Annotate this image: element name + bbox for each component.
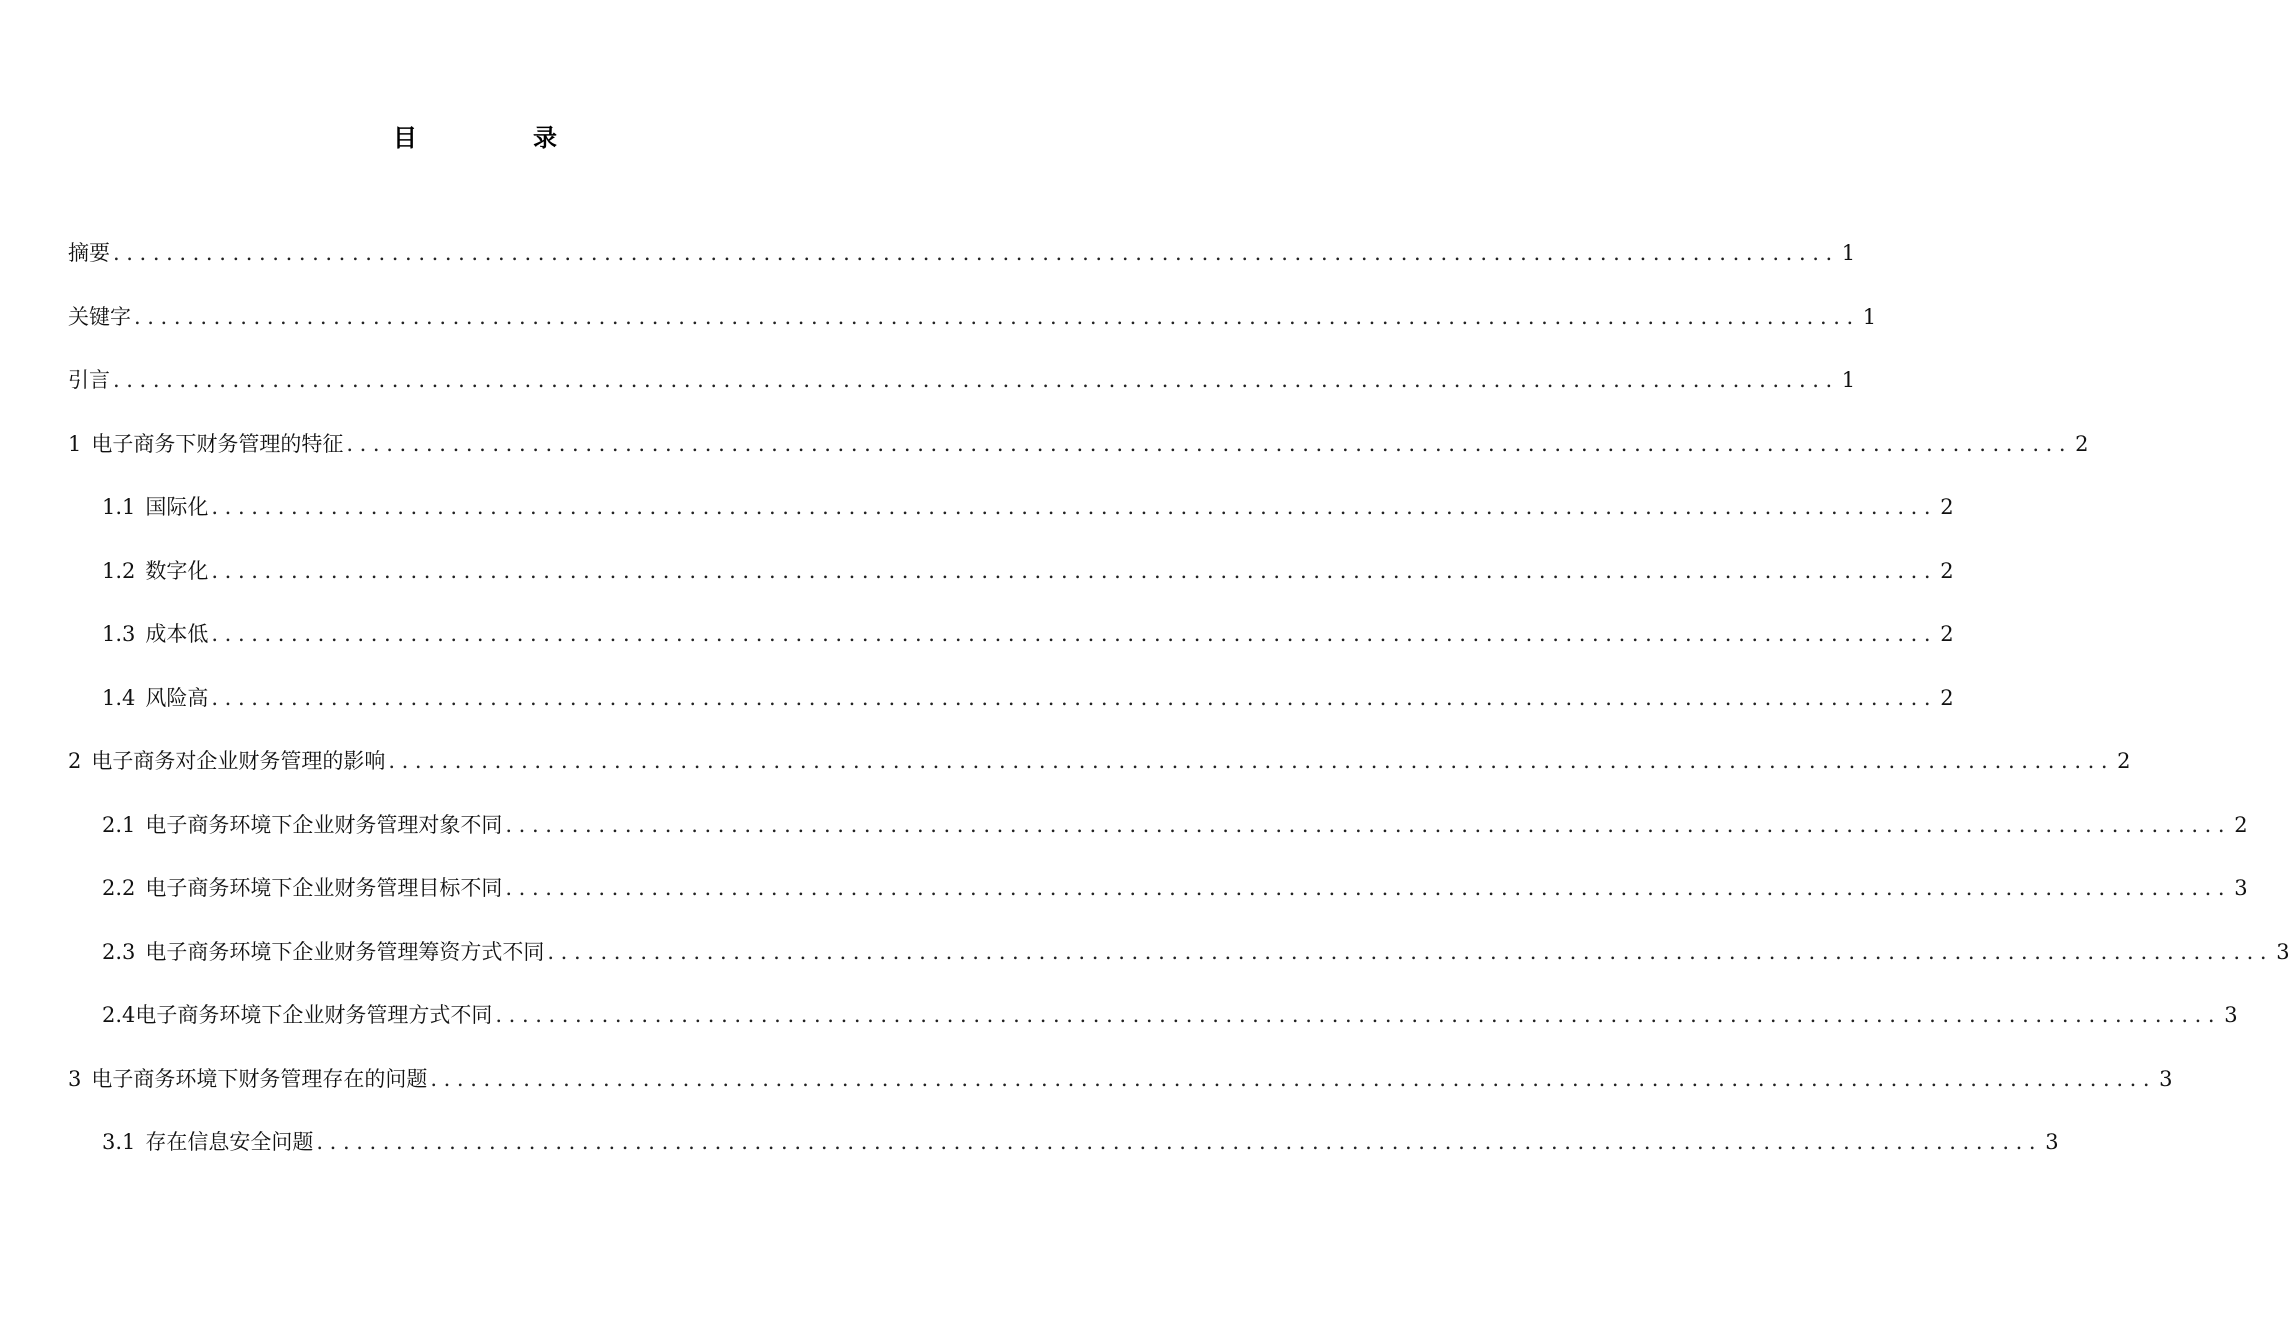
toc-entry[interactable] (0, 614, 1954, 678)
toc-entry-label: 电子商务下财务管理的特征 (91, 431, 344, 456)
toc-entry-page-number: 2 (1940, 622, 1954, 646)
toc-title: 目 录 (393, 124, 603, 152)
toc-entry[interactable] (0, 932, 2290, 996)
toc-entry[interactable] (0, 487, 1954, 551)
toc-dot-leader: .................................................................................................................................. (495, 1003, 2222, 1027)
toc-entry-number: 2.4 (102, 1003, 136, 1027)
toc-entry-label: 电子商务环境下企业财务管理方式不同 (135, 1003, 493, 1027)
toc-entry-page-number: 2 (2117, 749, 2131, 773)
toc-entry[interactable] (0, 233, 1856, 297)
toc-entry[interactable] (0, 995, 2238, 1059)
toc-dot-leader: .................................................................................................................................. (388, 749, 2115, 773)
toc-entry-label: 存在信息安全问题 (145, 1130, 314, 1154)
toc-entry-page-number: 3 (2224, 1003, 2238, 1027)
toc-entry-label: 数字化 (145, 558, 209, 583)
toc-dot-leader: .................................................................................................................................. (346, 431, 2073, 456)
toc-entry[interactable] (0, 360, 1856, 424)
toc-entry-number: 3 (68, 1066, 82, 1091)
toc-entry-number: 3.1 (102, 1130, 136, 1154)
toc-dot-leader: .................................................................................................................................. (211, 622, 1938, 646)
toc-dot-leader: .................................................................................................................................. (430, 1066, 2157, 1091)
table-of-contents (0, 233, 2290, 1186)
toc-entry-page-number: 2 (1940, 558, 1954, 583)
toc-dot-leader: .................................................................................................................................. (211, 558, 1938, 583)
toc-dot-leader: .................................................................................................................................. (113, 368, 1839, 392)
toc-entry-page-number: 2 (1940, 495, 1954, 519)
toc-entry[interactable] (0, 551, 1954, 615)
toc-entry-page-number: 3 (2276, 939, 2290, 964)
toc-entry-label: 电子商务环境下企业财务管理对象不同 (145, 812, 503, 837)
toc-entry-number: 2.2 (102, 876, 136, 900)
toc-entry-page-number: 3 (2045, 1130, 2059, 1154)
toc-entry-page-number: 2 (2234, 812, 2248, 837)
toc-dot-leader: .................................................................................................................................. (113, 241, 1839, 265)
toc-dot-leader: .................................................................................................................................. (505, 876, 2232, 900)
toc-entry-number: 1.4 (102, 685, 136, 710)
toc-entry-page-number: 2 (2075, 431, 2089, 456)
toc-dot-leader: .................................................................................................................................. (505, 812, 2232, 837)
toc-entry-label: 引言 (68, 368, 110, 392)
toc-entry-page-number: 2 (1940, 685, 1954, 710)
toc-entry[interactable] (0, 1122, 2059, 1186)
toc-dot-leader: .................................................................................................................................. (211, 685, 1938, 710)
toc-entry-label: 成本低 (145, 622, 209, 646)
toc-entry-label: 电子商务环境下企业财务管理筹资方式不同 (145, 939, 545, 964)
toc-entry-number: 1.1 (102, 495, 136, 519)
toc-entry-number: 2.1 (102, 812, 136, 837)
toc-entry-number: 1.2 (102, 558, 136, 583)
toc-entry-label: 关键字 (68, 304, 131, 329)
toc-entry-label: 摘要 (68, 241, 110, 265)
toc-entry-number: 1 (68, 431, 82, 456)
toc-dot-leader: .................................................................................................................................. (134, 304, 1860, 329)
toc-entry[interactable] (0, 868, 2248, 932)
toc-entry-page-number: 1 (1841, 368, 1856, 392)
toc-entry-page-number: 3 (2159, 1066, 2173, 1091)
toc-dot-leader: .................................................................................................................................. (211, 495, 1938, 519)
toc-dot-leader: .................................................................................................................................. (547, 939, 2274, 964)
toc-entry-page-number: 3 (2234, 876, 2248, 900)
toc-entry[interactable] (0, 424, 2089, 488)
toc-entry-page-number: 1 (1862, 304, 1877, 329)
toc-entry-label: 风险高 (145, 685, 209, 710)
toc-entry-number: 2 (68, 749, 82, 773)
toc-entry-number: 1.3 (102, 622, 136, 646)
toc-dot-leader: .................................................................................................................................. (316, 1130, 2043, 1154)
toc-entry[interactable] (0, 297, 1877, 361)
toc-entry[interactable] (0, 741, 2131, 805)
toc-entry[interactable] (0, 1059, 2173, 1123)
toc-entry-label: 国际化 (145, 495, 209, 519)
toc-entry-page-number: 1 (1841, 241, 1856, 265)
toc-entry-label: 电子商务环境下财务管理存在的问题 (91, 1066, 428, 1091)
toc-entry-label: 电子商务环境下企业财务管理目标不同 (145, 876, 503, 900)
toc-entry[interactable] (0, 805, 2248, 869)
toc-entry-number: 2.3 (102, 939, 136, 964)
toc-entry-label: 电子商务对企业财务管理的影响 (91, 749, 386, 773)
toc-entry[interactable] (0, 678, 1954, 742)
